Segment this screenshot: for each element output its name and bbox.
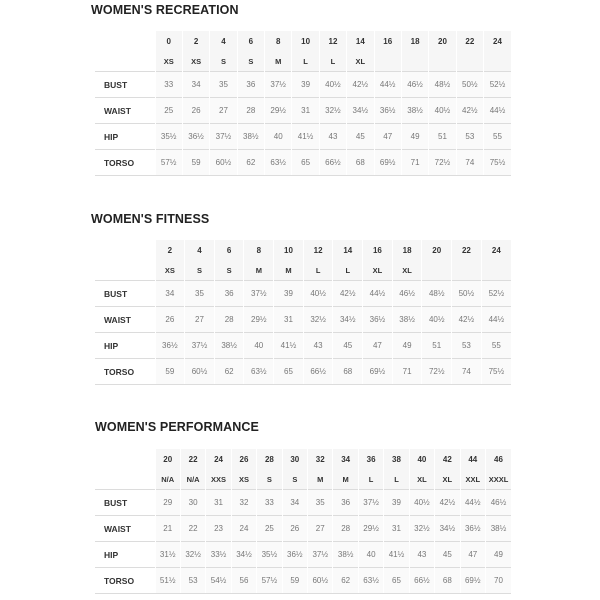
measurement-value: 23 xyxy=(206,516,231,542)
size-letter-cell: S xyxy=(185,261,215,281)
measurement-value: 45 xyxy=(333,333,363,359)
measurement-value: 53 xyxy=(452,333,482,359)
measurement-value: 59 xyxy=(155,359,185,385)
measurement-value: 34 xyxy=(182,72,209,98)
measurement-value: 25 xyxy=(155,98,182,124)
measurement-row xyxy=(95,333,511,359)
size-number-cell: 20 xyxy=(155,449,180,470)
measurement-value: 72½ xyxy=(422,359,452,385)
measurement-value: 43 xyxy=(303,333,333,359)
header-empty-cell xyxy=(95,52,155,72)
measurement-value: 38½ xyxy=(237,124,264,150)
size-number-cell: 46 xyxy=(485,449,511,470)
measurement-value: 36½ xyxy=(282,542,307,568)
measurement-value: 60½ xyxy=(185,359,215,385)
performance-title: WOMEN'S PERFORMANCE xyxy=(95,420,259,434)
size-letter-cell xyxy=(456,52,483,72)
measurement-value: 69½ xyxy=(363,359,393,385)
measurement-value: 32½ xyxy=(319,98,346,124)
measurement-value: 36½ xyxy=(460,516,485,542)
size-letter-cell: XL xyxy=(363,261,393,281)
size-number-cell: 20 xyxy=(429,31,456,52)
size-number-cell: 18 xyxy=(392,240,422,261)
size-letter-row xyxy=(95,470,511,490)
size-letter-cell: M xyxy=(244,261,274,281)
measurement-value: 45 xyxy=(435,542,460,568)
measurement-value: 42½ xyxy=(452,307,482,333)
measurement-value: 71 xyxy=(401,150,428,176)
measurement-value: 41½ xyxy=(384,542,409,568)
size-letter-cell xyxy=(481,261,511,281)
size-number-cell: 14 xyxy=(333,240,363,261)
measurement-value: 57½ xyxy=(257,568,282,594)
measurement-value: 43 xyxy=(319,124,346,150)
measurement-value: 25 xyxy=(257,516,282,542)
measurement-value: 62 xyxy=(333,568,358,594)
measurement-value: 37½ xyxy=(185,333,215,359)
size-number-cell: 14 xyxy=(347,31,374,52)
measurement-label: BUST xyxy=(95,490,155,516)
measurement-value: 28 xyxy=(237,98,264,124)
measurement-label: TORSO xyxy=(95,568,155,594)
measurement-value: 57½ xyxy=(155,150,182,176)
measurement-row xyxy=(95,307,511,333)
measurement-value: 51 xyxy=(429,124,456,150)
size-letter-cell: XL xyxy=(347,52,374,72)
measurement-value: 40 xyxy=(358,542,383,568)
size-letter-row xyxy=(95,52,511,72)
measurement-value: 36½ xyxy=(182,124,209,150)
measurement-value: 68 xyxy=(333,359,363,385)
size-letter-cell: XS xyxy=(155,52,182,72)
size-letter-cell: S xyxy=(237,52,264,72)
measurement-value: 50½ xyxy=(456,72,483,98)
size-letter-cell: L xyxy=(358,470,383,490)
size-letter-cell: XS xyxy=(231,470,256,490)
measurement-value: 35 xyxy=(185,281,215,307)
measurement-value: 31 xyxy=(292,98,319,124)
measurement-value: 54½ xyxy=(206,568,231,594)
size-letter-cell: L xyxy=(319,52,346,72)
size-number-cell: 8 xyxy=(265,31,292,52)
size-number-cell: 44 xyxy=(460,449,485,470)
size-number-cell: 22 xyxy=(180,449,205,470)
measurement-row xyxy=(95,98,511,124)
size-number-cell: 18 xyxy=(401,31,428,52)
measurement-value: 37½ xyxy=(210,124,237,150)
size-letter-cell xyxy=(374,52,401,72)
size-letter-cell: L xyxy=(333,261,363,281)
measurement-value: 59 xyxy=(182,150,209,176)
measurement-value: 39 xyxy=(292,72,319,98)
measurement-value: 32½ xyxy=(409,516,434,542)
size-number-cell: 4 xyxy=(210,31,237,52)
measurement-value: 32½ xyxy=(303,307,333,333)
measurement-value: 38½ xyxy=(392,307,422,333)
size-number-cell: 22 xyxy=(456,31,483,52)
size-number-cell: 0 xyxy=(155,31,182,52)
measurement-value: 46½ xyxy=(485,490,511,516)
size-number-row xyxy=(95,240,511,261)
measurement-value: 69½ xyxy=(460,568,485,594)
measurement-value: 72½ xyxy=(429,150,456,176)
header-empty-cell xyxy=(95,261,155,281)
measurement-value: 74 xyxy=(456,150,483,176)
measurement-value: 34½ xyxy=(333,307,363,333)
measurement-value: 31½ xyxy=(155,542,180,568)
size-number-cell: 8 xyxy=(244,240,274,261)
measurement-value: 42½ xyxy=(435,490,460,516)
measurement-label: HIP xyxy=(95,333,155,359)
measurement-value: 26 xyxy=(155,307,185,333)
size-number-cell: 6 xyxy=(214,240,244,261)
measurement-value: 35½ xyxy=(155,124,182,150)
measurement-row xyxy=(95,542,511,568)
size-number-cell: 10 xyxy=(274,240,304,261)
measurement-value: 33 xyxy=(257,490,282,516)
measurement-value: 29 xyxy=(155,490,180,516)
size-number-cell: 34 xyxy=(333,449,358,470)
measurement-value: 63½ xyxy=(244,359,274,385)
measurement-value: 52½ xyxy=(484,72,511,98)
measurement-value: 26 xyxy=(182,98,209,124)
measurement-value: 40 xyxy=(265,124,292,150)
measurement-label: WAIST xyxy=(95,516,155,542)
measurement-value: 36 xyxy=(333,490,358,516)
size-letter-cell: XXS xyxy=(206,470,231,490)
measurement-value: 53 xyxy=(456,124,483,150)
measurement-value: 40 xyxy=(244,333,274,359)
measurement-value: 75½ xyxy=(481,359,511,385)
fitness-size-table xyxy=(95,240,511,385)
measurement-value: 27 xyxy=(185,307,215,333)
measurement-value: 34½ xyxy=(435,516,460,542)
measurement-value: 56 xyxy=(231,568,256,594)
measurement-value: 50½ xyxy=(452,281,482,307)
measurement-value: 29½ xyxy=(358,516,383,542)
measurement-label: BUST xyxy=(95,281,155,307)
measurement-value: 38½ xyxy=(333,542,358,568)
measurement-value: 40½ xyxy=(429,98,456,124)
size-number-cell: 22 xyxy=(452,240,482,261)
measurement-value: 55 xyxy=(484,124,511,150)
measurement-value: 49 xyxy=(392,333,422,359)
measurement-value: 44½ xyxy=(363,281,393,307)
measurement-value: 40½ xyxy=(319,72,346,98)
size-letter-cell xyxy=(452,261,482,281)
measurement-value: 29½ xyxy=(244,307,274,333)
size-letter-cell: M xyxy=(265,52,292,72)
size-number-cell: 32 xyxy=(308,449,333,470)
measurement-value: 53 xyxy=(180,568,205,594)
size-letter-cell: N/A xyxy=(180,470,205,490)
measurement-value: 43 xyxy=(409,542,434,568)
measurement-label: HIP xyxy=(95,124,155,150)
measurement-value: 62 xyxy=(237,150,264,176)
measurement-value: 27 xyxy=(210,98,237,124)
size-number-cell: 36 xyxy=(358,449,383,470)
measurement-value: 39 xyxy=(274,281,304,307)
measurement-value: 65 xyxy=(274,359,304,385)
size-letter-cell: XL xyxy=(409,470,434,490)
measurement-value: 36 xyxy=(237,72,264,98)
size-letter-row xyxy=(95,261,511,281)
size-letter-cell: XL xyxy=(392,261,422,281)
measurement-row xyxy=(95,568,511,594)
measurement-value: 65 xyxy=(384,568,409,594)
measurement-label: HIP xyxy=(95,542,155,568)
measurement-value: 40½ xyxy=(422,307,452,333)
measurement-value: 35½ xyxy=(257,542,282,568)
measurement-label: TORSO xyxy=(95,150,155,176)
measurement-row xyxy=(95,490,511,516)
measurement-value: 31 xyxy=(384,516,409,542)
measurement-value: 63½ xyxy=(358,568,383,594)
measurement-value: 46½ xyxy=(392,281,422,307)
size-number-cell: 40 xyxy=(409,449,434,470)
performance-size-table xyxy=(95,449,511,594)
measurement-value: 42½ xyxy=(333,281,363,307)
size-number-cell: 20 xyxy=(422,240,452,261)
measurement-value: 42½ xyxy=(347,72,374,98)
measurement-row xyxy=(95,124,511,150)
size-number-cell: 2 xyxy=(182,31,209,52)
size-number-cell: 16 xyxy=(363,240,393,261)
measurement-value: 70 xyxy=(485,568,511,594)
measurement-value: 33 xyxy=(155,72,182,98)
measurement-value: 29½ xyxy=(265,98,292,124)
measurement-value: 47 xyxy=(363,333,393,359)
measurement-value: 33½ xyxy=(206,542,231,568)
size-number-cell: 12 xyxy=(319,31,346,52)
measurement-value: 35 xyxy=(210,72,237,98)
measurement-value: 42½ xyxy=(456,98,483,124)
measurement-value: 44½ xyxy=(460,490,485,516)
measurement-value: 34½ xyxy=(347,98,374,124)
size-number-cell: 24 xyxy=(206,449,231,470)
measurement-value: 74 xyxy=(452,359,482,385)
measurement-value: 41½ xyxy=(274,333,304,359)
measurement-value: 38½ xyxy=(485,516,511,542)
measurement-value: 62 xyxy=(214,359,244,385)
header-empty-cell xyxy=(95,240,155,261)
recreation-size-table xyxy=(95,31,511,176)
measurement-row xyxy=(95,281,511,307)
measurement-value: 40½ xyxy=(303,281,333,307)
measurement-value: 44½ xyxy=(374,72,401,98)
measurement-value: 31 xyxy=(206,490,231,516)
measurement-row xyxy=(95,72,511,98)
measurement-value: 47 xyxy=(460,542,485,568)
measurement-value: 49 xyxy=(485,542,511,568)
size-letter-cell: L xyxy=(303,261,333,281)
size-number-cell: 30 xyxy=(282,449,307,470)
measurement-value: 36½ xyxy=(155,333,185,359)
measurement-value: 38½ xyxy=(214,333,244,359)
measurement-value: 44½ xyxy=(481,307,511,333)
measurement-value: 66½ xyxy=(303,359,333,385)
measurement-value: 66½ xyxy=(409,568,434,594)
measurement-value: 24 xyxy=(231,516,256,542)
measurement-value: 63½ xyxy=(265,150,292,176)
measurement-value: 65 xyxy=(292,150,319,176)
size-letter-cell: S xyxy=(257,470,282,490)
measurement-value: 60½ xyxy=(308,568,333,594)
measurement-value: 37½ xyxy=(244,281,274,307)
measurement-value: 68 xyxy=(347,150,374,176)
measurement-value: 21 xyxy=(155,516,180,542)
measurement-value: 46½ xyxy=(401,72,428,98)
measurement-value: 60½ xyxy=(210,150,237,176)
measurement-row xyxy=(95,516,511,542)
size-letter-cell: XXL xyxy=(460,470,485,490)
measurement-value: 59 xyxy=(282,568,307,594)
measurement-value: 47 xyxy=(374,124,401,150)
measurement-value: 49 xyxy=(401,124,428,150)
size-letter-cell: M xyxy=(333,470,358,490)
size-letter-cell: XL xyxy=(435,470,460,490)
measurement-value: 37½ xyxy=(358,490,383,516)
measurement-value: 68 xyxy=(435,568,460,594)
measurement-value: 31 xyxy=(274,307,304,333)
measurement-row xyxy=(95,359,511,385)
measurement-value: 40½ xyxy=(409,490,434,516)
measurement-value: 28 xyxy=(214,307,244,333)
size-letter-cell: S xyxy=(210,52,237,72)
measurement-value: 44½ xyxy=(484,98,511,124)
measurement-value: 34½ xyxy=(231,542,256,568)
size-number-cell: 6 xyxy=(237,31,264,52)
size-number-cell: 28 xyxy=(257,449,282,470)
size-number-row xyxy=(95,449,511,470)
measurement-value: 28 xyxy=(333,516,358,542)
measurement-value: 41½ xyxy=(292,124,319,150)
header-empty-cell xyxy=(95,470,155,490)
measurement-value: 32 xyxy=(231,490,256,516)
size-letter-cell: M xyxy=(308,470,333,490)
measurement-value: 36 xyxy=(214,281,244,307)
size-number-cell: 26 xyxy=(231,449,256,470)
size-number-cell: 2 xyxy=(155,240,185,261)
measurement-value: 51½ xyxy=(155,568,180,594)
size-number-cell: 42 xyxy=(435,449,460,470)
measurement-value: 48½ xyxy=(429,72,456,98)
recreation-title: WOMEN'S RECREATION xyxy=(91,3,239,17)
size-number-row xyxy=(95,31,511,52)
measurement-row xyxy=(95,150,511,176)
header-empty-cell xyxy=(95,449,155,470)
size-number-cell: 38 xyxy=(384,449,409,470)
measurement-value: 32½ xyxy=(180,542,205,568)
size-letter-cell xyxy=(484,52,511,72)
measurement-value: 39 xyxy=(384,490,409,516)
size-letter-cell: N/A xyxy=(155,470,180,490)
measurement-label: WAIST xyxy=(95,98,155,124)
size-letter-cell: L xyxy=(384,470,409,490)
measurement-value: 36½ xyxy=(363,307,393,333)
measurement-value: 75½ xyxy=(484,150,511,176)
measurement-value: 34 xyxy=(282,490,307,516)
size-letter-cell: S xyxy=(282,470,307,490)
size-number-cell: 4 xyxy=(185,240,215,261)
measurement-label: TORSO xyxy=(95,359,155,385)
size-letter-cell: XS xyxy=(155,261,185,281)
measurement-value: 48½ xyxy=(422,281,452,307)
measurement-value: 36½ xyxy=(374,98,401,124)
measurement-value: 45 xyxy=(347,124,374,150)
size-number-cell: 24 xyxy=(484,31,511,52)
size-letter-cell xyxy=(401,52,428,72)
size-number-cell: 16 xyxy=(374,31,401,52)
size-letter-cell: M xyxy=(274,261,304,281)
size-letter-cell: XS xyxy=(182,52,209,72)
size-letter-cell: L xyxy=(292,52,319,72)
measurement-value: 37½ xyxy=(265,72,292,98)
size-letter-cell: XXXL xyxy=(485,470,511,490)
measurement-value: 52½ xyxy=(481,281,511,307)
measurement-value: 30 xyxy=(180,490,205,516)
measurement-value: 66½ xyxy=(319,150,346,176)
measurement-value: 69½ xyxy=(374,150,401,176)
measurement-value: 34 xyxy=(155,281,185,307)
size-letter-cell xyxy=(422,261,452,281)
measurement-value: 27 xyxy=(308,516,333,542)
measurement-value: 71 xyxy=(392,359,422,385)
measurement-value: 22 xyxy=(180,516,205,542)
size-letter-cell xyxy=(429,52,456,72)
size-number-cell: 24 xyxy=(481,240,511,261)
size-letter-cell: S xyxy=(214,261,244,281)
size-number-cell: 10 xyxy=(292,31,319,52)
measurement-value: 37½ xyxy=(308,542,333,568)
measurement-label: WAIST xyxy=(95,307,155,333)
measurement-value: 26 xyxy=(282,516,307,542)
header-empty-cell xyxy=(95,31,155,52)
measurement-value: 35 xyxy=(308,490,333,516)
measurement-value: 51 xyxy=(422,333,452,359)
fitness-title: WOMEN'S FITNESS xyxy=(91,212,210,226)
size-number-cell: 12 xyxy=(303,240,333,261)
measurement-value: 38½ xyxy=(401,98,428,124)
measurement-label: BUST xyxy=(95,72,155,98)
measurement-value: 55 xyxy=(481,333,511,359)
